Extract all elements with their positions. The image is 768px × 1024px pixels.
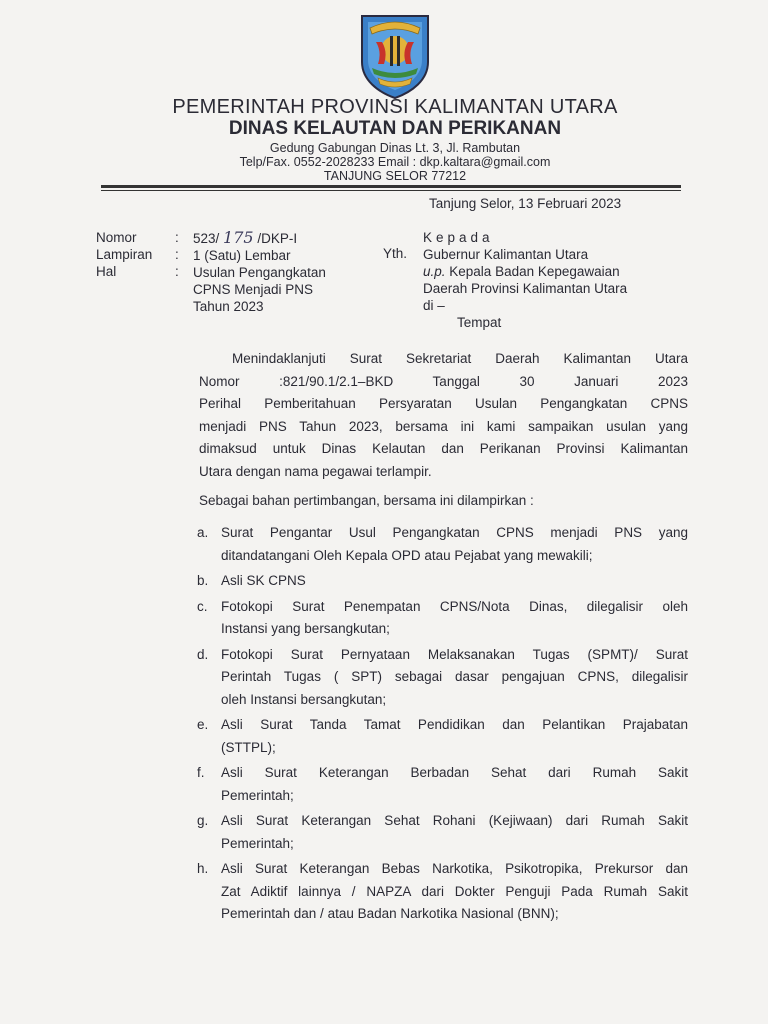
list-item-text xyxy=(221,644,688,712)
list-item xyxy=(197,522,688,567)
nomor-handwritten: 175 xyxy=(223,228,254,247)
list-item-line: Instansi yang bersangkutan; xyxy=(221,621,390,636)
colon: : xyxy=(175,264,179,279)
list-letter: g. xyxy=(197,813,209,828)
list-item xyxy=(197,810,688,855)
nomor-value xyxy=(193,229,326,247)
body-paragraph-1 xyxy=(199,348,688,483)
nomor-prefix: 523/ xyxy=(193,231,220,246)
recipient-block xyxy=(423,229,627,331)
list-item-text xyxy=(221,810,688,855)
list-item-line: Asli Surat Keterangan Bebas Narkotika, Psikotropika, Prekursor dan xyxy=(221,861,688,876)
list-item-line: (STTPL); xyxy=(221,739,276,755)
list-item xyxy=(197,596,688,641)
letter-date: Tanjung Selor, 13 Februari 2023 xyxy=(429,196,622,211)
list-item-line: Pemerintah; xyxy=(221,835,294,851)
list-item-line: oleh Instansi bersangkutan; xyxy=(221,691,387,707)
list-item-line: Asli SK CPNS xyxy=(221,573,306,588)
list-item xyxy=(197,858,688,926)
list-letter: h. xyxy=(197,861,209,876)
lampiran-value: 1 (Satu) Lembar xyxy=(193,248,291,263)
provincial-emblem-logo xyxy=(356,12,434,100)
list-item xyxy=(197,644,688,712)
recipient-kepada: Kepada xyxy=(423,230,494,245)
list-item-text xyxy=(221,522,688,567)
list-item-line: Surat Pengantar Usul Pengangkatan CPNS menjadi PNS yang xyxy=(221,525,688,540)
recipient-tempat: Tempat xyxy=(457,315,502,330)
para1-line: menjadi PNS Tahun 2023, bersama ini kami sampaikan usulan yang xyxy=(199,418,688,434)
hal-value-line3: Tahun 2023 xyxy=(193,299,264,314)
list-item xyxy=(197,714,688,759)
letterhead-government: PEMERINTAH PROVINSI KALIMANTAN UTARA xyxy=(172,96,618,118)
para1-line: Menindaklanjuti Surat Sekretariat Daerah Kalimantan Utara xyxy=(232,351,688,366)
list-letter: b. xyxy=(197,573,209,588)
meta-colons xyxy=(175,229,179,280)
letterhead-agency: DINAS KELAUTAN DAN PERIKANAN xyxy=(228,118,562,139)
colon: : xyxy=(175,230,179,245)
list-letter: a. xyxy=(197,525,209,540)
recipient-line2-text: Kepala Badan Kepegawaian xyxy=(445,264,620,279)
hal-label: Hal xyxy=(96,264,117,279)
lampiran-label: Lampiran xyxy=(96,247,153,262)
recipient-line4: di – xyxy=(423,298,445,313)
hal-value-line1: Usulan Pengangkatan xyxy=(193,265,326,280)
letterhead-contact: Telp/Fax. 0552-2028233 Email : dkp.kaltara@gmail.com xyxy=(239,155,551,169)
list-item-text xyxy=(221,596,688,641)
list-item-line: Pemerintah dan / atau Badan Narkotika Nasional (BNN); xyxy=(221,906,559,921)
list-item-text xyxy=(221,858,688,926)
colon: : xyxy=(175,247,179,262)
recipient-up: u.p. xyxy=(423,264,446,279)
list-item-line: Asli Surat Tanda Tamat Pendidikan dan Pelantikan Prajabatan xyxy=(221,717,688,732)
letterhead-address: Gedung Gabungan Dinas Lt. 3, Jl. Rambutan xyxy=(269,141,521,155)
list-item-line: Pemerintah; xyxy=(221,787,294,803)
list-item-line: ditandatangani Oleh Kepala OPD atau Pejabat yang mewakili; xyxy=(221,547,593,563)
letterhead-city: TANJUNG SELOR 77212 xyxy=(323,169,467,183)
recipient-line3: Daerah Provinsi Kalimantan Utara xyxy=(423,281,628,296)
list-item-line: Perintah Tugas ( SPT) sebagai dasar pengajuan CPNS, dilegalisir xyxy=(221,669,688,684)
meta-values xyxy=(193,229,326,315)
recipient-line1: Gubernur Kalimantan Utara xyxy=(423,247,589,262)
list-item xyxy=(197,762,688,807)
list-item-text xyxy=(221,570,688,593)
list-item-line: Asli Surat Keterangan Sehat Rohani (Kejiwaan) dari Rumah Sakit xyxy=(221,813,688,828)
para1-line: Perihal Pemberitahuan Persyaratan Usulan Pengangkatan CPNS xyxy=(199,396,688,411)
letterhead-rule-thin xyxy=(101,190,681,191)
list-item-line: Zat Adiktif lainnya / NAPZA dari Dokter Penguji Pada Rumah Sakit xyxy=(221,883,688,899)
list-item-line: Fotokopi Surat Penempatan CPNS/Nota Dinas, dilegalisir oleh xyxy=(221,598,688,614)
list-item-text xyxy=(221,714,688,759)
para1-line: dimaksud untuk Dinas Kelautan dan Perikanan Provinsi Kalimantan xyxy=(199,441,688,456)
list-item-line: Asli Surat Keterangan Berbadan Sehat dari Rumah Sakit xyxy=(221,765,688,780)
para1-line: Nomor :821/90.1/2.1–BKD Tanggal 30 Januari 2023 xyxy=(199,373,688,389)
attachment-list xyxy=(197,522,688,929)
hal-value-line2: CPNS Menjadi PNS xyxy=(193,282,314,297)
list-item xyxy=(197,570,688,593)
recipient-line2 xyxy=(423,263,627,280)
body-paragraph-2: Sebagai bahan pertimbangan, bersama ini dilampirkan : xyxy=(199,493,534,508)
nomor-suffix: /DKP-I xyxy=(257,231,298,246)
list-letter: c. xyxy=(197,598,208,614)
list-letter: f. xyxy=(197,765,205,780)
nomor-label: Nomor xyxy=(96,230,137,245)
letterhead-rule-thick xyxy=(101,185,681,188)
list-item-text xyxy=(221,762,688,807)
meta-labels xyxy=(96,229,152,280)
para1-line: Utara dengan nama pegawai terlampir. xyxy=(199,463,432,479)
list-letter: e. xyxy=(197,717,209,732)
list-item-line: Fotokopi Surat Pernyataan Melaksanakan Tugas (SPMT)/ Surat xyxy=(221,646,688,662)
recipient-yth: Yth. xyxy=(383,246,408,261)
list-letter: d. xyxy=(197,646,209,662)
